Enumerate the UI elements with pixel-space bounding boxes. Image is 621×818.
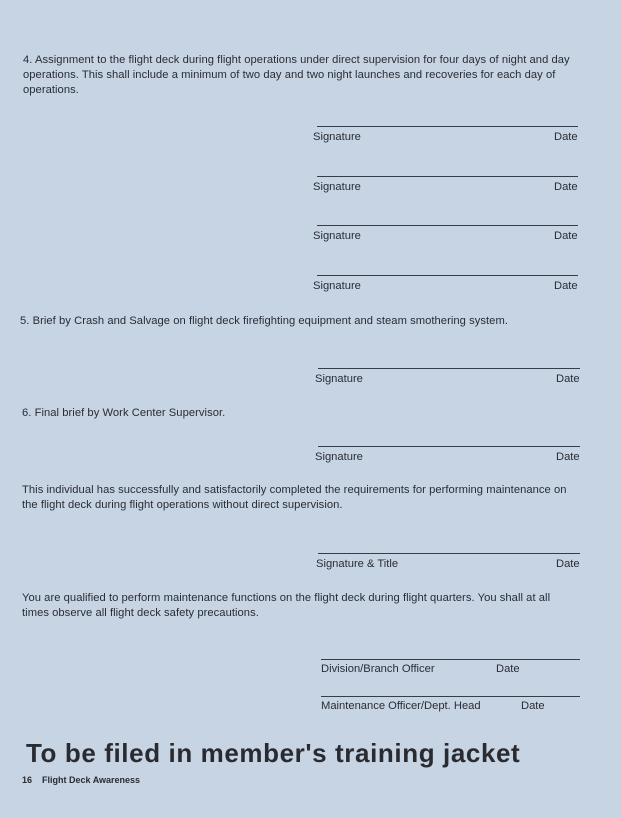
signature-label: Signature <box>313 131 361 143</box>
date-label: Date <box>556 373 580 385</box>
division-officer-line[interactable] <box>321 659 580 660</box>
signature-line[interactable] <box>318 446 580 447</box>
date-label: Date <box>554 181 578 193</box>
signature-label: Signature <box>313 181 361 193</box>
item-6-text: 6. Final brief by Work Center Supervisor. <box>22 407 226 419</box>
signature-label: Signature <box>313 280 361 292</box>
page-number: 16 <box>22 775 33 785</box>
maintenance-officer-label: Maintenance Officer/Dept. Head <box>321 700 481 712</box>
date-label: Date <box>521 700 545 712</box>
date-label: Date <box>496 663 520 675</box>
item-4-text: 4. Assignment to the flight deck during flight operations under direct supervision for four days of night and day operations. This shall include a minimum of two day and two night launches and recoveries for each day of operations. <box>23 54 570 96</box>
signature-title-label: Signature & Title <box>316 558 399 570</box>
signature-label: Signature <box>313 230 361 242</box>
maintenance-officer-line[interactable] <box>321 696 580 697</box>
signature-label: Signature <box>315 451 363 463</box>
filing-instruction-heading: To be filed in member's training jacket <box>26 738 521 768</box>
item-5-text: 5. Brief by Crash and Salvage on flight deck firefighting equipment and steam smothering system. <box>20 315 508 327</box>
date-label: Date <box>554 280 578 292</box>
qualification-statement: You are qualified to perform maintenance functions on the flight deck during flight quarters. You shall at all times observe all flight deck safety precautions. <box>22 592 551 619</box>
signature-line[interactable] <box>317 225 578 226</box>
signature-line[interactable] <box>317 176 578 177</box>
publication-title: Flight Deck Awareness <box>42 775 141 785</box>
date-label: Date <box>554 230 578 242</box>
signature-line[interactable] <box>317 275 578 276</box>
date-label: Date <box>554 131 578 143</box>
signature-title-line[interactable] <box>318 553 580 554</box>
completion-statement: This individual has successfully and satisfactorily completed the requirements for performing maintenance on the flight deck during flight operations without direct supervision. <box>22 484 567 511</box>
signature-line[interactable] <box>318 368 580 369</box>
date-label: Date <box>556 451 580 463</box>
division-officer-label: Division/Branch Officer <box>321 663 435 675</box>
page-footer <box>22 774 150 786</box>
signature-line[interactable] <box>317 126 578 127</box>
date-label: Date <box>556 558 580 570</box>
signature-label: Signature <box>315 373 363 385</box>
